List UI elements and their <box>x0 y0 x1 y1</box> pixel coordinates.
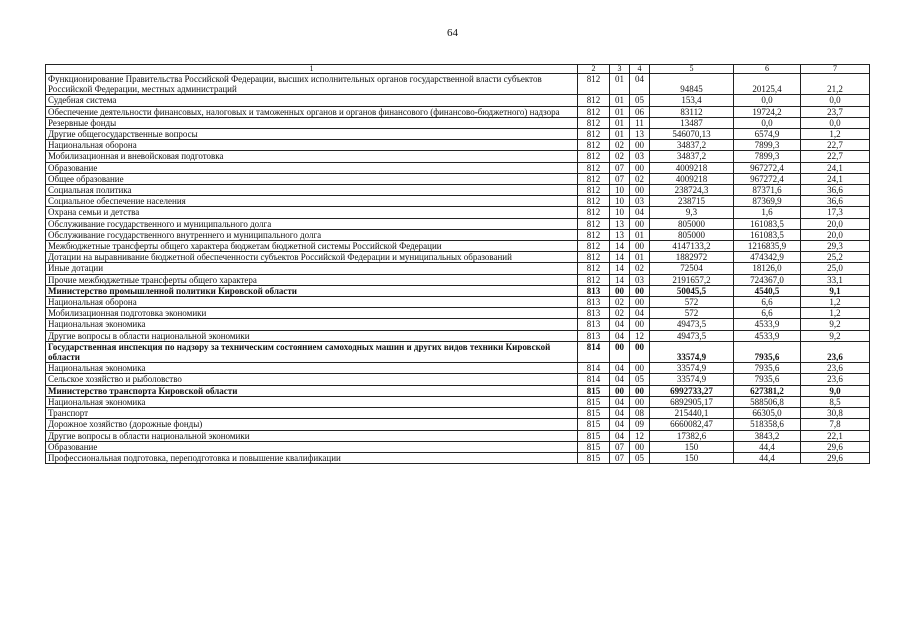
row-code: 812 <box>578 95 610 106</box>
row-code: 815 <box>578 441 610 452</box>
row-section: 02 <box>610 151 630 162</box>
row-name: Образование <box>46 441 578 452</box>
row-code: 812 <box>578 129 610 140</box>
row-section: 04 <box>610 430 630 441</box>
row-subsection: 12 <box>630 330 650 341</box>
table-body <box>46 65 870 464</box>
row-name: Профессиональная подготовка, переподготовка и повышение квалификации <box>46 452 578 463</box>
row-subsection: 00 <box>630 441 650 452</box>
row-planned: 72504 <box>650 263 734 274</box>
table-row <box>46 173 870 184</box>
row-planned: 83112 <box>650 106 734 117</box>
row-name: Межбюджетные трансферты общего характера бюджетам бюджетной системы Российской Федерации <box>46 241 578 252</box>
row-code: 813 <box>578 285 610 296</box>
row-planned: 4147133,2 <box>650 241 734 252</box>
row-section: 14 <box>610 274 630 285</box>
table-row <box>46 374 870 385</box>
row-section: 04 <box>610 408 630 419</box>
row-percent: 24,1 <box>801 162 870 173</box>
row-subsection: 00 <box>630 140 650 151</box>
row-percent: 23,6 <box>801 341 870 362</box>
row-section: 13 <box>610 229 630 240</box>
row-executed: 87369,9 <box>734 196 801 207</box>
row-section: 04 <box>610 319 630 330</box>
row-executed: 6,6 <box>734 308 801 319</box>
row-executed: 967272,4 <box>734 173 801 184</box>
row-executed: 0,0 <box>734 95 801 106</box>
row-subsection: 00 <box>630 218 650 229</box>
row-section: 04 <box>610 396 630 407</box>
table-row <box>46 106 870 117</box>
table-row <box>46 385 870 396</box>
row-code: 814 <box>578 363 610 374</box>
row-name: Национальная экономика <box>46 363 578 374</box>
row-subsection: 11 <box>630 117 650 128</box>
row-percent: 33,1 <box>801 274 870 285</box>
row-percent: 9,0 <box>801 385 870 396</box>
row-subsection: 04 <box>630 207 650 218</box>
row-name: Социальная политика <box>46 185 578 196</box>
row-name: Министерство промышленной политики Кировской области <box>46 285 578 296</box>
row-percent: 30,8 <box>801 408 870 419</box>
row-name: Образование <box>46 162 578 173</box>
table-row <box>46 229 870 240</box>
table-row <box>46 330 870 341</box>
row-code: 812 <box>578 274 610 285</box>
row-section: 02 <box>610 308 630 319</box>
row-name: Другие вопросы в области национальной экономики <box>46 430 578 441</box>
row-executed: 474342,9 <box>734 252 801 263</box>
row-planned: 6892905,17 <box>650 396 734 407</box>
row-subsection: 01 <box>630 229 650 240</box>
row-name: Министерство транспорта Кировской области <box>46 385 578 396</box>
row-section: 01 <box>610 129 630 140</box>
row-section: 01 <box>610 95 630 106</box>
row-section: 04 <box>610 330 630 341</box>
row-percent: 23,6 <box>801 374 870 385</box>
table-row <box>46 408 870 419</box>
row-name: Иные дотации <box>46 263 578 274</box>
row-planned: 805000 <box>650 218 734 229</box>
row-name: Другие вопросы в области национальной экономики <box>46 330 578 341</box>
row-executed: 1216835,9 <box>734 241 801 252</box>
row-subsection: 05 <box>630 95 650 106</box>
row-executed: 87371,6 <box>734 185 801 196</box>
row-planned: 4009218 <box>650 173 734 184</box>
row-section: 02 <box>610 140 630 151</box>
row-code: 812 <box>578 185 610 196</box>
row-name: Государственная инспекция по надзору за техническим состоянием самоходных машин и других видов техники Кировской области <box>46 341 578 362</box>
row-percent: 1,2 <box>801 308 870 319</box>
row-percent: 0,0 <box>801 117 870 128</box>
row-section: 00 <box>610 285 630 296</box>
row-code: 812 <box>578 173 610 184</box>
row-planned: 1882972 <box>650 252 734 263</box>
row-code: 815 <box>578 419 610 430</box>
row-name: Судебная система <box>46 95 578 106</box>
row-section: 10 <box>610 207 630 218</box>
row-name: Дорожное хозяйство (дорожные фонды) <box>46 419 578 430</box>
table-row <box>46 74 870 95</box>
row-name: Обслуживание государственного и муниципального долга <box>46 218 578 229</box>
row-subsection: 03 <box>630 274 650 285</box>
row-name: Национальная оборона <box>46 297 578 308</box>
row-planned: 49473,5 <box>650 330 734 341</box>
row-executed: 7935,6 <box>734 363 801 374</box>
row-subsection: 00 <box>630 297 650 308</box>
row-executed: 7935,6 <box>734 374 801 385</box>
row-name: Общее образование <box>46 173 578 184</box>
row-planned: 4009218 <box>650 162 734 173</box>
row-code: 812 <box>578 162 610 173</box>
row-subsection: 03 <box>630 151 650 162</box>
row-code: 812 <box>578 218 610 229</box>
row-name: Резервные фонды <box>46 117 578 128</box>
row-subsection: 12 <box>630 430 650 441</box>
row-planned: 34837,2 <box>650 151 734 162</box>
row-subsection: 04 <box>630 74 650 95</box>
row-name: Мобилизационная подготовка экономики <box>46 308 578 319</box>
table-row <box>46 363 870 374</box>
row-planned: 150 <box>650 452 734 463</box>
row-percent: 0,0 <box>801 95 870 106</box>
row-subsection: 00 <box>630 241 650 252</box>
row-planned: 33574,9 <box>650 341 734 362</box>
row-percent: 9,2 <box>801 330 870 341</box>
row-subsection: 00 <box>630 341 650 362</box>
row-executed: 4540,5 <box>734 285 801 296</box>
row-executed: 588506,8 <box>734 396 801 407</box>
row-percent: 24,1 <box>801 173 870 184</box>
row-section: 13 <box>610 218 630 229</box>
row-section: 14 <box>610 263 630 274</box>
row-planned: 572 <box>650 297 734 308</box>
table-row <box>46 441 870 452</box>
row-percent: 21,2 <box>801 74 870 95</box>
row-section: 04 <box>610 419 630 430</box>
header-cell: 7 <box>801 65 870 74</box>
row-subsection: 01 <box>630 252 650 263</box>
row-percent: 20,0 <box>801 229 870 240</box>
table-row <box>46 308 870 319</box>
row-section: 10 <box>610 185 630 196</box>
row-name: Другие общегосударственные вопросы <box>46 129 578 140</box>
row-section: 01 <box>610 106 630 117</box>
row-executed: 19724,2 <box>734 106 801 117</box>
row-code: 812 <box>578 140 610 151</box>
row-name: Сельское хозяйство и рыболовство <box>46 374 578 385</box>
table-row <box>46 241 870 252</box>
row-subsection: 00 <box>630 319 650 330</box>
row-executed: 3843,2 <box>734 430 801 441</box>
header-cell: 3 <box>610 65 630 74</box>
table-row <box>46 162 870 173</box>
row-code: 815 <box>578 452 610 463</box>
table-row <box>46 297 870 308</box>
table-header-row <box>46 65 870 74</box>
row-executed: 20125,4 <box>734 74 801 95</box>
row-percent: 23,7 <box>801 106 870 117</box>
row-executed: 18126,0 <box>734 263 801 274</box>
table-row <box>46 274 870 285</box>
row-executed: 161083,5 <box>734 229 801 240</box>
row-percent: 1,2 <box>801 297 870 308</box>
row-subsection: 00 <box>630 162 650 173</box>
row-executed: 518358,6 <box>734 419 801 430</box>
row-subsection: 00 <box>630 363 650 374</box>
row-name: Прочие межбюджетные трансферты общего характера <box>46 274 578 285</box>
row-name: Функционирование Правительства Российской Федерации, высших исполнительных органов государственной власти субъектов Российской Федерации, местных администраций <box>46 74 578 95</box>
row-percent: 17,3 <box>801 207 870 218</box>
row-percent: 9,2 <box>801 319 870 330</box>
row-name: Национальная экономика <box>46 319 578 330</box>
row-section: 00 <box>610 341 630 362</box>
row-subsection: 00 <box>630 285 650 296</box>
row-subsection: 00 <box>630 385 650 396</box>
row-section: 01 <box>610 74 630 95</box>
row-planned: 546070,13 <box>650 129 734 140</box>
row-planned: 6992733,27 <box>650 385 734 396</box>
row-code: 812 <box>578 229 610 240</box>
row-name: Социальное обеспечение населения <box>46 196 578 207</box>
row-executed: 6,6 <box>734 297 801 308</box>
row-subsection: 03 <box>630 196 650 207</box>
row-code: 812 <box>578 207 610 218</box>
row-code: 813 <box>578 297 610 308</box>
row-section: 14 <box>610 241 630 252</box>
header-cell: 1 <box>46 65 578 74</box>
row-planned: 13487 <box>650 117 734 128</box>
row-planned: 6660082,47 <box>650 419 734 430</box>
row-planned: 215440,1 <box>650 408 734 419</box>
row-planned: 238724,3 <box>650 185 734 196</box>
table-row <box>46 452 870 463</box>
row-percent: 29,6 <box>801 441 870 452</box>
row-name: Транспорт <box>46 408 578 419</box>
row-name: Мобилизационная и вневойсковая подготовка <box>46 151 578 162</box>
table-row <box>46 263 870 274</box>
page-number: 64 <box>447 27 458 39</box>
row-section: 04 <box>610 374 630 385</box>
row-percent: 36,6 <box>801 185 870 196</box>
row-code: 815 <box>578 408 610 419</box>
row-planned: 33574,9 <box>650 363 734 374</box>
row-code: 814 <box>578 341 610 362</box>
row-percent: 29,3 <box>801 241 870 252</box>
row-percent: 22,7 <box>801 151 870 162</box>
row-code: 813 <box>578 330 610 341</box>
row-executed: 7899,3 <box>734 140 801 151</box>
table-row <box>46 196 870 207</box>
row-percent: 29,6 <box>801 452 870 463</box>
row-planned: 2191657,2 <box>650 274 734 285</box>
row-section: 07 <box>610 162 630 173</box>
row-planned: 50045,5 <box>650 285 734 296</box>
row-code: 814 <box>578 374 610 385</box>
row-section: 04 <box>610 363 630 374</box>
header-cell: 6 <box>734 65 801 74</box>
row-planned: 17382,6 <box>650 430 734 441</box>
row-name: Национальная оборона <box>46 140 578 151</box>
row-section: 02 <box>610 297 630 308</box>
row-executed: 7899,3 <box>734 151 801 162</box>
row-executed: 4533,9 <box>734 319 801 330</box>
row-section: 00 <box>610 385 630 396</box>
row-subsection: 02 <box>630 173 650 184</box>
row-percent: 25,0 <box>801 263 870 274</box>
row-section: 01 <box>610 117 630 128</box>
row-name: Обеспечение деятельности финансовых, налоговых и таможенных органов и органов финансового (финансово-бюджетного) надзора <box>46 106 578 117</box>
row-planned: 33574,9 <box>650 374 734 385</box>
row-code: 815 <box>578 396 610 407</box>
row-percent: 20,0 <box>801 218 870 229</box>
table-row <box>46 207 870 218</box>
table-row <box>46 430 870 441</box>
row-code: 812 <box>578 117 610 128</box>
row-executed: 6574,9 <box>734 129 801 140</box>
row-section: 07 <box>610 452 630 463</box>
row-subsection: 13 <box>630 129 650 140</box>
row-percent: 9,1 <box>801 285 870 296</box>
row-executed: 1,6 <box>734 207 801 218</box>
header-cell: 5 <box>650 65 734 74</box>
row-code: 812 <box>578 151 610 162</box>
table-row <box>46 341 870 362</box>
row-planned: 238715 <box>650 196 734 207</box>
row-percent: 36,6 <box>801 196 870 207</box>
row-executed: 724367,0 <box>734 274 801 285</box>
table-row <box>46 319 870 330</box>
table-row <box>46 140 870 151</box>
row-percent: 8,5 <box>801 396 870 407</box>
row-subsection: 05 <box>630 374 650 385</box>
header-cell: 4 <box>630 65 650 74</box>
table-row <box>46 117 870 128</box>
row-percent: 22,7 <box>801 140 870 151</box>
row-percent: 22,1 <box>801 430 870 441</box>
budget-table <box>45 64 870 464</box>
row-code: 815 <box>578 385 610 396</box>
row-subsection: 08 <box>630 408 650 419</box>
row-subsection: 06 <box>630 106 650 117</box>
row-subsection: 00 <box>630 396 650 407</box>
row-section: 07 <box>610 173 630 184</box>
table-row <box>46 285 870 296</box>
row-planned: 572 <box>650 308 734 319</box>
table-row <box>46 95 870 106</box>
row-subsection: 09 <box>630 419 650 430</box>
row-executed: 967272,4 <box>734 162 801 173</box>
row-code: 812 <box>578 263 610 274</box>
row-percent: 1,2 <box>801 129 870 140</box>
row-code: 812 <box>578 196 610 207</box>
table-row <box>46 185 870 196</box>
table-row <box>46 151 870 162</box>
row-code: 813 <box>578 308 610 319</box>
table-row <box>46 252 870 263</box>
row-planned: 9,3 <box>650 207 734 218</box>
row-planned: 805000 <box>650 229 734 240</box>
row-executed: 66305,0 <box>734 408 801 419</box>
row-subsection: 04 <box>630 308 650 319</box>
table-row <box>46 129 870 140</box>
row-subsection: 02 <box>630 263 650 274</box>
row-percent: 25,2 <box>801 252 870 263</box>
row-subsection: 00 <box>630 185 650 196</box>
row-section: 07 <box>610 441 630 452</box>
row-executed: 0,0 <box>734 117 801 128</box>
row-planned: 34837,2 <box>650 140 734 151</box>
row-name: Охрана семьи и детства <box>46 207 578 218</box>
row-code: 812 <box>578 252 610 263</box>
row-code: 812 <box>578 106 610 117</box>
row-executed: 4533,9 <box>734 330 801 341</box>
table-row <box>46 396 870 407</box>
row-planned: 153,4 <box>650 95 734 106</box>
row-name: Дотации на выравнивание бюджетной обеспеченности субъектов Российской Федерации и муниципальных образований <box>46 252 578 263</box>
header-cell: 2 <box>578 65 610 74</box>
row-planned: 49473,5 <box>650 319 734 330</box>
row-executed: 627381,2 <box>734 385 801 396</box>
row-percent: 23,6 <box>801 363 870 374</box>
row-executed: 7935,6 <box>734 341 801 362</box>
row-planned: 150 <box>650 441 734 452</box>
row-planned: 94845 <box>650 74 734 95</box>
table-row <box>46 419 870 430</box>
row-name: Национальная экономика <box>46 396 578 407</box>
row-executed: 44,4 <box>734 452 801 463</box>
table-row <box>46 218 870 229</box>
row-section: 14 <box>610 252 630 263</box>
row-code: 815 <box>578 430 610 441</box>
row-subsection: 05 <box>630 452 650 463</box>
row-section: 10 <box>610 196 630 207</box>
row-code: 812 <box>578 241 610 252</box>
row-executed: 161083,5 <box>734 218 801 229</box>
row-code: 813 <box>578 319 610 330</box>
row-percent: 7,8 <box>801 419 870 430</box>
row-code: 812 <box>578 74 610 95</box>
row-name: Обслуживание государственного внутреннего и муниципального долга <box>46 229 578 240</box>
row-executed: 44,4 <box>734 441 801 452</box>
